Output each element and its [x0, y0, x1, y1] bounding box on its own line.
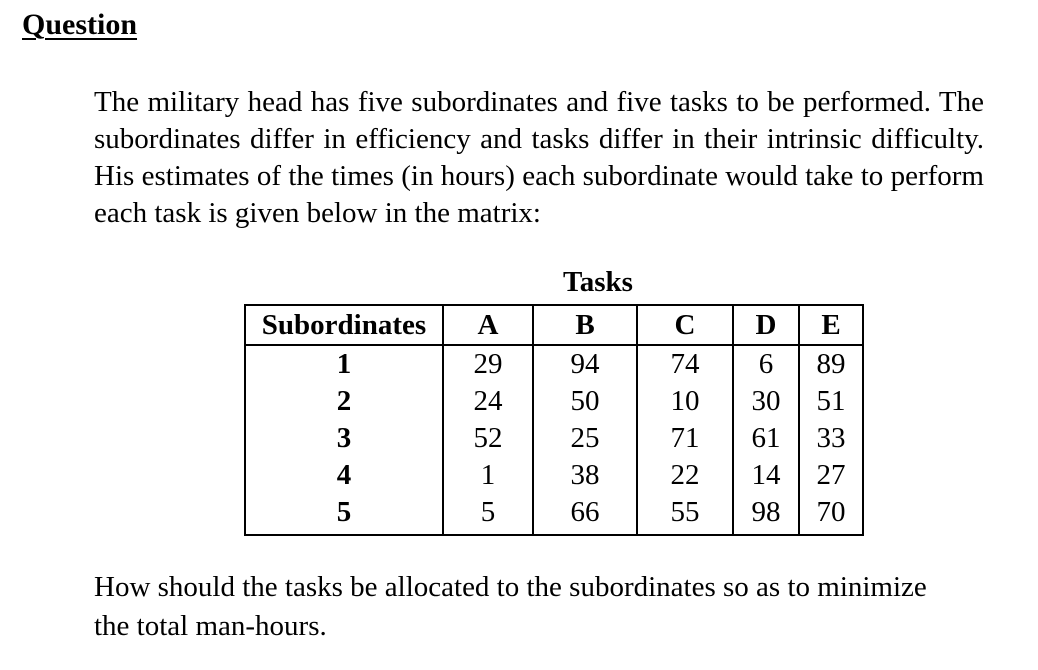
matrix-cell: 27 [799, 457, 863, 494]
matrix-cell: 38 [533, 457, 637, 494]
matrix-cell: 24 [443, 383, 533, 420]
subordinates-header: Subordinates [245, 305, 443, 345]
subordinate-label: 5 [245, 494, 443, 535]
tasks-caption: Tasks [563, 266, 633, 298]
matrix-cell: 74 [637, 345, 733, 383]
matrix-cell: 29 [443, 345, 533, 383]
table-row [245, 383, 863, 420]
subordinate-label: 1 [245, 345, 443, 383]
matrix-cell: 94 [533, 345, 637, 383]
subordinate-label: 4 [245, 457, 443, 494]
column-header-e: E [799, 305, 863, 345]
matrix-cell: 61 [733, 420, 799, 457]
table-row [245, 494, 863, 535]
matrix-cell: 6 [733, 345, 799, 383]
matrix-cell: 1 [443, 457, 533, 494]
matrix-cell: 25 [533, 420, 637, 457]
matrix-cell: 50 [533, 383, 637, 420]
subordinate-label: 3 [245, 420, 443, 457]
matrix-cell: 70 [799, 494, 863, 535]
matrix-cell: 33 [799, 420, 863, 457]
matrix-cell: 5 [443, 494, 533, 535]
problem-statement: The military head has five subordinates and five tasks to be performed. The subordinates differ in efficiency and tasks differ in their intrinsic difficulty. His estimates of the times (in hours) each subordinate would take to perform each task is given below in the matrix: [94, 86, 984, 229]
matrix-cell: 10 [637, 383, 733, 420]
matrix-cell: 98 [733, 494, 799, 535]
matrix-header-row [245, 305, 863, 345]
matrix-cell: 89 [799, 345, 863, 383]
question-heading: Question [22, 8, 138, 41]
matrix-cell: 14 [733, 457, 799, 494]
column-header-a: A [443, 305, 533, 345]
matrix-cell: 22 [637, 457, 733, 494]
matrix-cell: 66 [533, 494, 637, 535]
column-header-c: C [637, 305, 733, 345]
subordinate-label: 2 [245, 383, 443, 420]
time-matrix-table [244, 304, 864, 536]
table-row [245, 457, 863, 494]
column-header-d: D [733, 305, 799, 345]
matrix-cell: 55 [637, 494, 733, 535]
matrix-cell: 52 [443, 420, 533, 457]
table-row [245, 420, 863, 457]
column-header-b: B [533, 305, 637, 345]
matrix-cell: 51 [799, 383, 863, 420]
closing-question: How should the tasks be allocated to the subordinates so as to minimize the total man-hours. [94, 571, 927, 642]
matrix-cell: 71 [637, 420, 733, 457]
table-row [245, 345, 863, 383]
matrix-cell: 30 [733, 383, 799, 420]
